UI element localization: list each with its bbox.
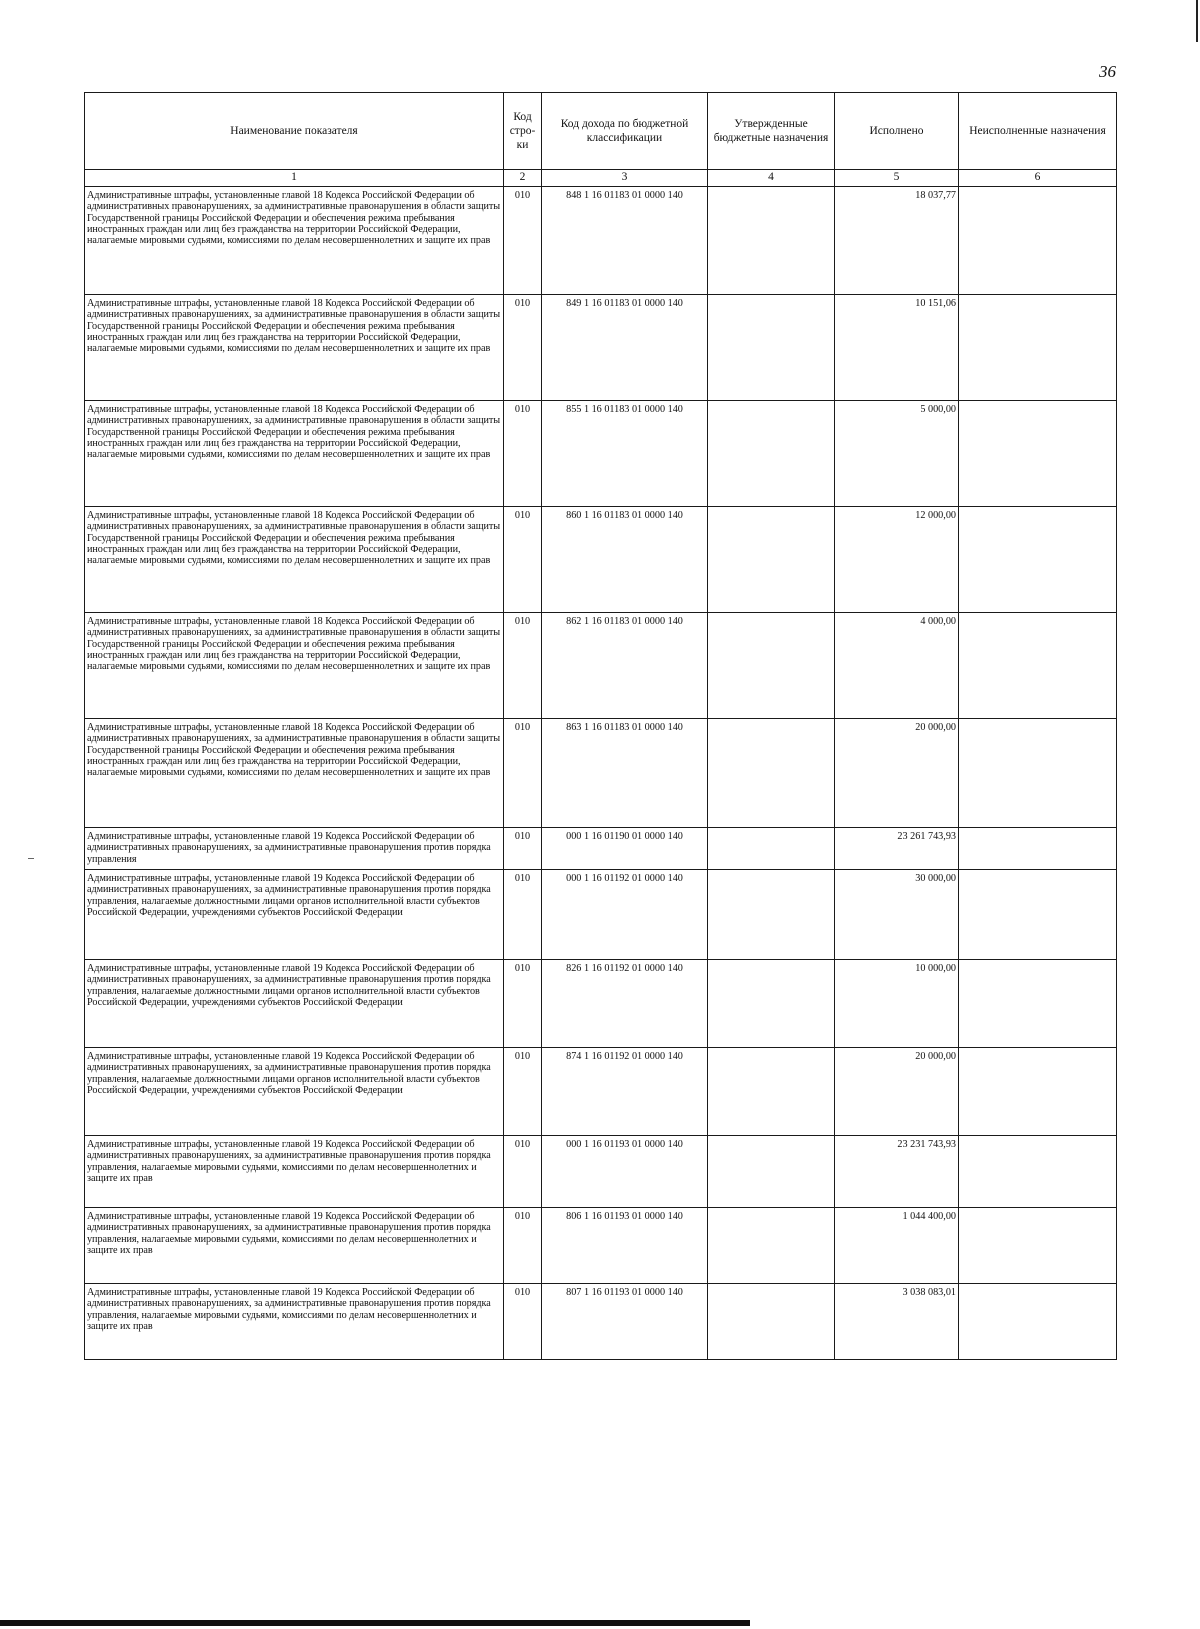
line-code-cell: 010 (504, 719, 542, 828)
indicator-name-cell: Административные штрафы, установленные главой 18 Кодекса Российской Федерации об административных правонарушениях, за административные правонарушения в области защиты Государственной границы Российской Федерации и обеспечения режима пребывания иностранных граждан или лиц без гражданства на территории Российской Федерации, налагаемые мировыми судьями, комиссиями по делам несовершеннолетних и защите их прав (85, 613, 504, 719)
approved-cell (708, 1048, 835, 1136)
income-code-cell: 849 1 16 01183 01 0000 140 (542, 295, 708, 401)
line-code-cell: 010 (504, 1208, 542, 1284)
unexecuted-cell (959, 1208, 1117, 1284)
approved-cell (708, 1284, 835, 1360)
executed-cell: 10 000,00 (835, 960, 959, 1048)
line-code-cell: 010 (504, 1136, 542, 1208)
table-row (85, 960, 1117, 1048)
income-code-cell: 000 1 16 01190 01 0000 140 (542, 828, 708, 870)
approved-cell (708, 1136, 835, 1208)
table-row (85, 401, 1117, 507)
approved-cell (708, 507, 835, 613)
income-code-cell: 862 1 16 01183 01 0000 140 (542, 613, 708, 719)
unexecuted-cell (959, 401, 1117, 507)
line-code-cell: 010 (504, 828, 542, 870)
executed-cell: 18 037,77 (835, 187, 959, 295)
unexecuted-cell (959, 960, 1117, 1048)
line-code-cell: 010 (504, 295, 542, 401)
indicator-name-cell: Административные штрафы, установленные главой 18 Кодекса Российской Федерации об административных правонарушениях, за административные правонарушения в области защиты Государственной границы Российской Федерации и обеспечения режима пребывания иностранных граждан или лиц без гражданства на территории Российской Федерации, налагаемые мировыми судьями, комиссиями по делам несовершеннолетних и защите их прав (85, 401, 504, 507)
income-code-cell: 860 1 16 01183 01 0000 140 (542, 507, 708, 613)
column-number: 6 (959, 170, 1117, 187)
header-indicator-name: Наименование показателя (85, 93, 504, 170)
table-row (85, 613, 1117, 719)
line-code-cell: 010 (504, 870, 542, 960)
income-code-cell: 848 1 16 01183 01 0000 140 (542, 187, 708, 295)
table-body (85, 187, 1117, 1360)
table-header-row (85, 93, 1117, 170)
approved-cell (708, 401, 835, 507)
income-code-cell: 874 1 16 01192 01 0000 140 (542, 1048, 708, 1136)
header-unexecuted: Неисполненные назначения (959, 93, 1117, 170)
unexecuted-cell (959, 187, 1117, 295)
table-row (85, 187, 1117, 295)
header-executed: Исполнено (835, 93, 959, 170)
table-row (85, 719, 1117, 828)
unexecuted-cell (959, 719, 1117, 828)
column-number: 4 (708, 170, 835, 187)
indicator-name-cell: Административные штрафы, установленные главой 19 Кодекса Российской Федерации об административных правонарушениях, за административные правонарушения против порядка управления, налагаемые должностными лицами органов исполнительной власти субъектов Российской Федерации, учреждениями субъектов Российской Федерации (85, 1048, 504, 1136)
income-code-cell: 806 1 16 01193 01 0000 140 (542, 1208, 708, 1284)
table-row (85, 870, 1117, 960)
approved-cell (708, 295, 835, 401)
income-code-cell: 000 1 16 01192 01 0000 140 (542, 870, 708, 960)
line-code-cell: 010 (504, 1284, 542, 1360)
header-line-code: Код стро-ки (504, 93, 542, 170)
approved-cell (708, 828, 835, 870)
table-row (85, 1136, 1117, 1208)
unexecuted-cell (959, 1048, 1117, 1136)
line-code-cell: 010 (504, 507, 542, 613)
approved-cell (708, 719, 835, 828)
unexecuted-cell (959, 1284, 1117, 1360)
executed-cell: 4 000,00 (835, 613, 959, 719)
table-row (85, 828, 1117, 870)
table-row (85, 507, 1117, 613)
executed-cell: 23 231 743,93 (835, 1136, 959, 1208)
approved-cell (708, 1208, 835, 1284)
header-approved: Утвержденные бюджетные назначения (708, 93, 835, 170)
table-row (85, 1048, 1117, 1136)
income-code-cell: 855 1 16 01183 01 0000 140 (542, 401, 708, 507)
column-numbers-row (85, 170, 1117, 187)
header-income-code: Код дохода по бюджетной классификации (542, 93, 708, 170)
unexecuted-cell (959, 613, 1117, 719)
income-report-table (84, 92, 1117, 1360)
indicator-name-cell: Административные штрафы, установленные главой 19 Кодекса Российской Федерации об административных правонарушениях, за административные правонарушения против порядка управления, налагаемые должностными лицами органов исполнительной власти субъектов Российской Федерации, учреждениями субъектов Российской Федерации (85, 870, 504, 960)
line-code-cell: 010 (504, 187, 542, 295)
income-code-cell: 807 1 16 01193 01 0000 140 (542, 1284, 708, 1360)
table-row (85, 295, 1117, 401)
indicator-name-cell: Административные штрафы, установленные главой 19 Кодекса Российской Федерации об административных правонарушениях, за административные правонарушения против порядка управления, налагаемые мировыми судьями, комиссиями по делам несовершеннолетних и защите их прав (85, 1208, 504, 1284)
table-row (85, 1208, 1117, 1284)
column-number: 1 (85, 170, 504, 187)
approved-cell (708, 187, 835, 295)
unexecuted-cell (959, 295, 1117, 401)
indicator-name-cell: Административные штрафы, установленные главой 18 Кодекса Российской Федерации об административных правонарушениях, за административные правонарушения в области защиты Государственной границы Российской Федерации и обеспечения режима пребывания иностранных граждан или лиц без гражданства на территории Российской Федерации, налагаемые мировыми судьями, комиссиями по делам несовершеннолетних и защите их прав (85, 187, 504, 295)
line-code-cell: 010 (504, 1048, 542, 1136)
executed-cell: 1 044 400,00 (835, 1208, 959, 1284)
indicator-name-cell: Административные штрафы, установленные главой 19 Кодекса Российской Федерации об административных правонарушениях, за административные правонарушения против порядка управления, налагаемые мировыми судьями, комиссиями по делам несовершеннолетних и защите их прав (85, 1284, 504, 1360)
income-code-cell: 863 1 16 01183 01 0000 140 (542, 719, 708, 828)
indicator-name-cell: Административные штрафы, установленные главой 18 Кодекса Российской Федерации об административных правонарушениях, за административные правонарушения в области защиты Государственной границы Российской Федерации и обеспечения режима пребывания иностранных граждан или лиц без гражданства на территории Российской Федерации, налагаемые мировыми судьями, комиссиями по делам несовершеннолетних и защите их прав (85, 719, 504, 828)
column-number: 3 (542, 170, 708, 187)
executed-cell: 10 151,06 (835, 295, 959, 401)
indicator-name-cell: Административные штрафы, установленные главой 19 Кодекса Российской Федерации об административных правонарушениях, за административные правонарушения против порядка управления, налагаемые должностными лицами органов исполнительной власти субъектов Российской Федерации, учреждениями субъектов Российской Федерации (85, 960, 504, 1048)
unexecuted-cell (959, 828, 1117, 870)
column-number: 2 (504, 170, 542, 187)
unexecuted-cell (959, 507, 1117, 613)
page-number: 36 (1099, 62, 1116, 81)
line-code-cell: 010 (504, 960, 542, 1048)
executed-cell: 20 000,00 (835, 719, 959, 828)
executed-cell: 12 000,00 (835, 507, 959, 613)
line-code-cell: 010 (504, 401, 542, 507)
table-row (85, 1284, 1117, 1360)
scan-bottom-edge (0, 1620, 750, 1626)
approved-cell (708, 870, 835, 960)
unexecuted-cell (959, 1136, 1117, 1208)
executed-cell: 23 261 743,93 (835, 828, 959, 870)
indicator-name-cell: Административные штрафы, установленные главой 19 Кодекса Российской Федерации об административных правонарушениях, за административные правонарушения против порядка управления, налагаемые мировыми судьями, комиссиями по делам несовершеннолетних и защите их прав (85, 1136, 504, 1208)
executed-cell: 5 000,00 (835, 401, 959, 507)
indicator-name-cell: Административные штрафы, установленные главой 19 Кодекса Российской Федерации об административных правонарушениях, за административные правонарушения против порядка управления (85, 828, 504, 870)
line-code-cell: 010 (504, 613, 542, 719)
income-code-cell: 000 1 16 01193 01 0000 140 (542, 1136, 708, 1208)
income-code-cell: 826 1 16 01192 01 0000 140 (542, 960, 708, 1048)
unexecuted-cell (959, 870, 1117, 960)
scan-edge-mark (1196, 0, 1198, 42)
indicator-name-cell: Административные штрафы, установленные главой 18 Кодекса Российской Федерации об административных правонарушениях, за административные правонарушения в области защиты Государственной границы Российской Федерации и обеспечения режима пребывания иностранных граждан или лиц без гражданства на территории Российской Федерации, налагаемые мировыми судьями, комиссиями по делам несовершеннолетних и защите их прав (85, 295, 504, 401)
executed-cell: 20 000,00 (835, 1048, 959, 1136)
margin-mark (28, 858, 34, 859)
approved-cell (708, 960, 835, 1048)
approved-cell (708, 613, 835, 719)
indicator-name-cell: Административные штрафы, установленные главой 18 Кодекса Российской Федерации об административных правонарушениях, за административные правонарушения в области защиты Государственной границы Российской Федерации и обеспечения режима пребывания иностранных граждан или лиц без гражданства на территории Российской Федерации, налагаемые мировыми судьями, комиссиями по делам несовершеннолетних и защите их прав (85, 507, 504, 613)
executed-cell: 30 000,00 (835, 870, 959, 960)
executed-cell: 3 038 083,01 (835, 1284, 959, 1360)
column-number: 5 (835, 170, 959, 187)
